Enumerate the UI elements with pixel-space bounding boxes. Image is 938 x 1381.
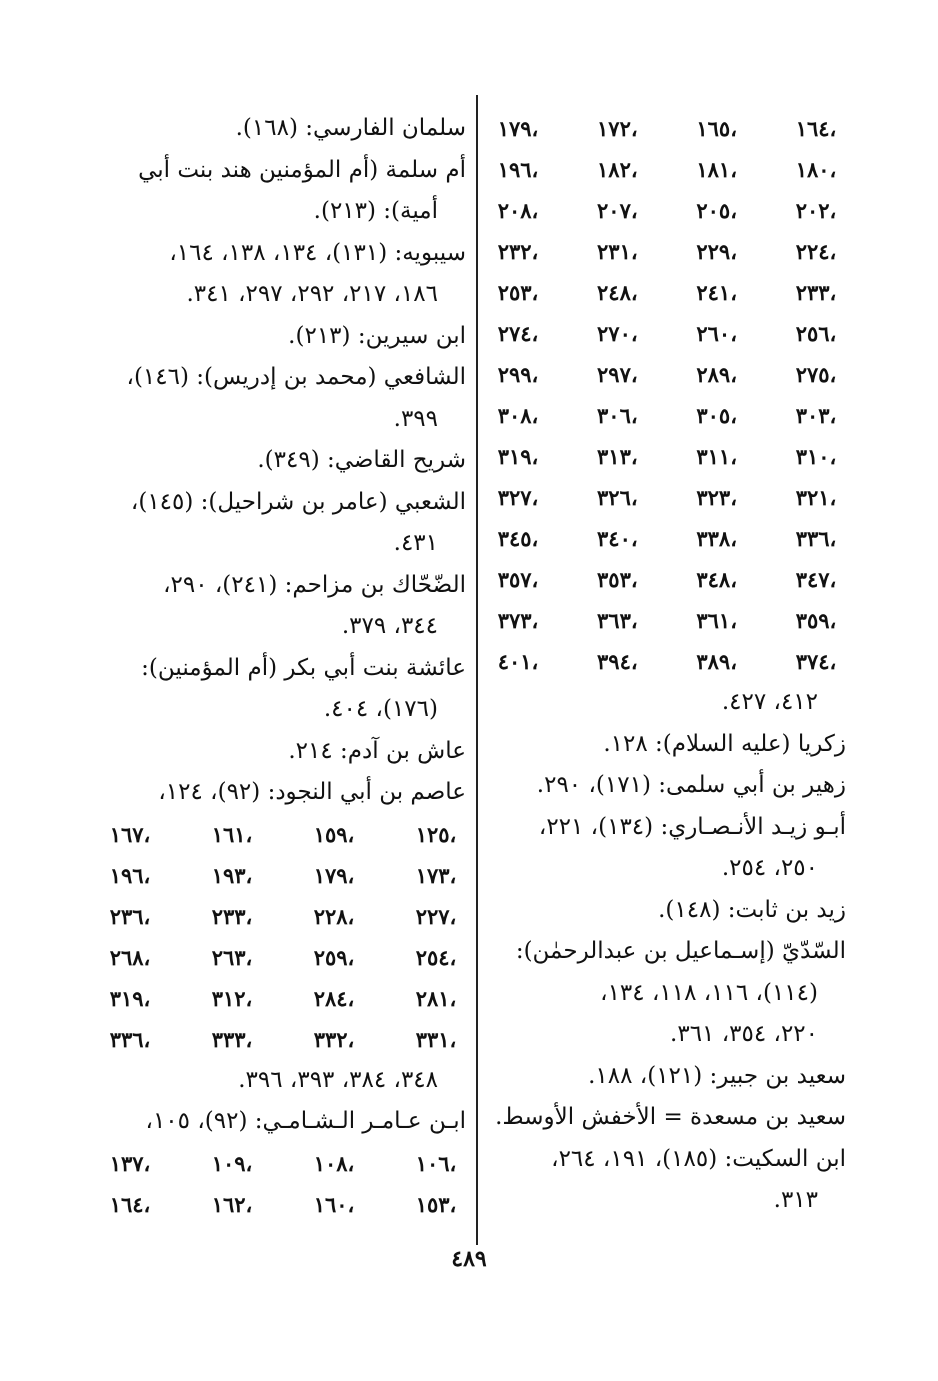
- index-entry: الضّحّاك بن مزاحم: (٢٤١)، ٢٩٠،: [163, 571, 466, 598]
- page-ref: ،٢٢٩: [696, 239, 737, 264]
- page-ref: ،٢٧٤: [497, 321, 539, 346]
- page-ref: ،١٧٩: [313, 862, 355, 888]
- page-ref: ،٣٣٨: [696, 526, 737, 551]
- page-ref-row: [100, 1143, 466, 1184]
- page-ref-row: [488, 477, 846, 518]
- page-ref: ،٢٢٨: [313, 903, 355, 929]
- page-ref-row: [100, 937, 466, 978]
- page-ref: ،٣٧٣: [497, 608, 539, 633]
- page-ref-row: [100, 1184, 466, 1225]
- index-entry-continuation: ٢٢٠، ٣٥٤، ٣٦١.: [670, 1021, 818, 1047]
- right-entries: [488, 682, 846, 1222]
- page-ref: ،٣٣١: [415, 1026, 457, 1052]
- page-ref: ،١٠٨: [313, 1150, 355, 1176]
- index-entry: أبـو زيـد الأنـصـاري: (١٣٤)، ٢٢١،: [538, 813, 846, 840]
- page-ref: ،٢٩٩: [497, 362, 539, 387]
- page-ref: ،٢٤١: [696, 280, 737, 305]
- page-ref: ،١٩٦: [109, 862, 151, 888]
- page-ref: ،٢٥٣: [497, 280, 539, 305]
- page-ref-row: [488, 313, 846, 354]
- index-entry: عائشة بنت أبي بكر (أم المؤمنين):: [141, 654, 466, 681]
- page-ref-row: [488, 641, 846, 682]
- page-ref: ،٢٦٠: [696, 321, 737, 346]
- page-ref: ،٢٥٩: [313, 944, 355, 970]
- page-ref: ،٢٢٤: [795, 239, 837, 264]
- page-ref: ،١٦٠: [313, 1191, 355, 1217]
- page-ref: ،٢٣٢: [497, 239, 539, 264]
- page-ref: ،٤٠١: [497, 649, 539, 674]
- page-ref-row: [488, 190, 846, 231]
- page-ref: ،٣١٠: [795, 444, 837, 469]
- page-ref: ،٣١٣: [597, 444, 638, 469]
- page-ref-row: [488, 354, 846, 395]
- page-ref-row: [488, 600, 846, 641]
- page-ref: ،١٠٦: [415, 1150, 457, 1176]
- index-entry: السّدّيّ (إسـماعيل بن عبدالرحمٰن):: [515, 938, 846, 964]
- page-ref-row: [100, 814, 466, 855]
- page-ref: ،٢٠٨: [497, 198, 539, 223]
- index-entry: ابن سيرين: (٢١٣).: [288, 322, 466, 349]
- page-ref: ،٢٣٣: [211, 903, 253, 929]
- page-ref: ،٢٣٣: [795, 280, 837, 305]
- page-ref-row: [488, 108, 846, 149]
- page-ref: ،٣٤٠: [597, 526, 638, 551]
- page-ref: ،٢٣٦: [109, 903, 151, 929]
- index-entry-continuation: (١٧٦)، ٤٠٤.: [323, 696, 438, 722]
- index-entry: سيبويه: (١٣١)، ١٣٤، ١٣٨، ١٦٤،: [169, 239, 466, 266]
- page-ref: ،٣٢١: [795, 485, 837, 510]
- page-ref: ،٣٣٦: [109, 1026, 151, 1052]
- page-ref: ،٣٢٧: [497, 485, 539, 510]
- page-ref: ،٣٣٢: [313, 1026, 355, 1052]
- page-ref: ،١٢٥: [415, 821, 457, 847]
- page-ref: ،١٧٩: [497, 116, 539, 141]
- column-divider: [476, 95, 478, 1245]
- page-ref: ،١٦٤: [109, 1191, 151, 1217]
- page-ref: ،٢٨٤: [313, 985, 355, 1011]
- index-entry: سعيد بن مسعدة = الأخفش الأوسط.: [495, 1104, 846, 1130]
- page-ref: ،٢٩٧: [597, 362, 638, 387]
- index-entry-continuation: ٤٣١.: [393, 530, 438, 556]
- page-ref: ،٣١١: [696, 444, 737, 469]
- page-ref: ،٣٥٩: [795, 608, 837, 633]
- page-ref: ،٢٦٣: [211, 944, 253, 970]
- page-ref-row: [488, 272, 846, 313]
- page-ref: ،١٦١: [211, 821, 253, 847]
- page-ref: ،١٧٣: [415, 862, 457, 888]
- index-entry: الشافعي (محمد بن إدريس): (١٤٦)،: [126, 364, 466, 390]
- page-ref: ،٢٤٨: [597, 280, 638, 305]
- page-ref-row: [488, 518, 846, 559]
- index-entry: ابن السكيت: (١٨٥)، ١٩١، ٢٦٤،: [551, 1145, 846, 1172]
- page-ref-row: [100, 896, 466, 937]
- index-entry: زيد بن ثابت: (١٤٨).: [658, 896, 846, 923]
- index-entry: عاش بن آدم: ٢١٤.: [288, 737, 466, 764]
- page-ref: ،٢٨٩: [696, 362, 737, 387]
- page-ref: ،٣٣٦: [795, 526, 837, 551]
- index-entry-continuation: ٣١٣.: [773, 1187, 818, 1213]
- page-ref: ،٢٣١: [597, 239, 638, 264]
- page-ref: ،١٦٥: [696, 116, 737, 141]
- index-entry: عاصم بن أبي النجود: (٩٢)، ١٢٤،: [158, 779, 466, 805]
- right-column: [488, 108, 846, 1222]
- page-ref: ،١٦٧: [109, 821, 151, 847]
- page-ref: ،٢٢٧: [415, 903, 457, 929]
- page-ref: ،٢٨١: [415, 985, 457, 1011]
- index-entry: زكريا (عليه السلام): ١٢٨.: [603, 730, 846, 757]
- page-ref: ،٣٣٣: [211, 1026, 253, 1052]
- page-ref-row: [488, 231, 846, 272]
- page-ref: ،٢٠٧: [597, 198, 638, 223]
- page-ref: ،٣١٩: [109, 985, 151, 1011]
- page-ref: ،٣٢٦: [597, 485, 638, 510]
- page-ref: ،١٨١: [696, 157, 737, 182]
- page-ref-row: [488, 395, 846, 436]
- page-ref: ،١٣٧: [109, 1150, 151, 1176]
- page-ref: ،١٩٦: [497, 157, 539, 182]
- page-ref: ،٣١٩: [497, 444, 539, 469]
- page-ref: ،٣٦٣: [597, 608, 638, 633]
- index-entry-continuation: ٤١٢، ٤٢٧.: [721, 689, 818, 715]
- page-ref: ،٣٩٤: [597, 649, 638, 674]
- left-entries-top: [100, 108, 466, 814]
- index-entry-continuation: ٢٥٠، ٢٥٤.: [721, 855, 818, 881]
- index-entry: الشعبي (عامر بن شراحيل): (١٤٥)،: [130, 488, 466, 515]
- page-ref: ،٢٠٥: [696, 198, 737, 223]
- left-number-grid-b: [100, 1143, 466, 1225]
- index-entry-continuation: ٣٤٤، ٣٧٩.: [341, 613, 438, 639]
- left-column: [100, 108, 466, 1225]
- page-ref: ،٢٥٦: [795, 321, 837, 346]
- page-ref: ،٢٧٠: [597, 321, 638, 346]
- page-ref: ،١٩٣: [211, 862, 253, 888]
- index-entry-continuation: ٣٤٨، ٣٨٤، ٣٩٣، ٣٩٦.: [238, 1066, 438, 1093]
- index-entry: ابـن عـامـر الـشـامـي: (٩٢)، ١٠٥،: [145, 1108, 466, 1134]
- index-entry: أم سلمة (أم المؤمنين هند بنت أبي: [138, 156, 466, 183]
- index-entry: سعيد بن جبير: (١٢١)، ١٨٨.: [588, 1062, 846, 1089]
- right-number-grid: [488, 108, 846, 682]
- page-ref: ،١٦٤: [795, 116, 837, 141]
- page-ref-row: [488, 436, 846, 477]
- page-ref: ،٣٤٧: [795, 567, 837, 592]
- page-ref: ،١٨٠: [795, 157, 837, 182]
- page-ref: ،١٨٢: [597, 157, 638, 182]
- left-entries-mid: [100, 1060, 466, 1143]
- page-ref: ،٣١٢: [211, 985, 253, 1011]
- page-ref: ،٢٠٢: [795, 198, 837, 223]
- page-ref-row: [100, 978, 466, 1019]
- page-ref: ،٣٤٨: [696, 567, 737, 592]
- index-entry: زهير بن أبي سلمى: (١٧١)، ٢٩٠.: [536, 772, 846, 798]
- page-ref: ،١٠٩: [211, 1150, 253, 1176]
- page-ref: ،١٥٣: [415, 1191, 457, 1217]
- page-ref: ،٣٠٣: [795, 403, 837, 428]
- page-ref-row: [488, 559, 846, 600]
- page-number: ٤٨٩: [451, 1246, 487, 1272]
- page-ref: ،٢٥٤: [415, 944, 457, 970]
- index-entry-continuation: أمية): (٢١٣).: [313, 198, 438, 224]
- page-ref: ،١٦٢: [211, 1191, 253, 1217]
- page-ref: ،٣٠٦: [597, 403, 638, 428]
- page-ref: ،١٥٩: [313, 821, 355, 847]
- page-ref: ،٣٦١: [696, 608, 737, 633]
- page-ref: ،٢٦٨: [109, 944, 151, 970]
- page-ref-row: [488, 149, 846, 190]
- page-ref: ،٣٤٥: [497, 526, 539, 551]
- index-entry-continuation: ٣٩٩.: [393, 405, 438, 432]
- page-ref: ،٣٧٤: [795, 649, 837, 674]
- page-ref: ،٣٥٧: [497, 567, 539, 592]
- page-ref: ،٣٥٣: [597, 567, 638, 592]
- page-ref: ،٣٢٣: [696, 485, 737, 510]
- index-entry-continuation: ١٨٦، ٢١٧، ٢٩٢، ٢٩٧، ٣٤١.: [186, 281, 438, 307]
- page-ref: ،٣٨٩: [696, 649, 737, 674]
- index-entry-continuation: (١١٤)، ١١٦، ١١٨، ١٣٤،: [600, 979, 818, 1006]
- page-ref-row: [100, 1019, 466, 1060]
- page-ref: ،٣٠٨: [497, 403, 539, 428]
- page-ref-row: [100, 855, 466, 896]
- left-number-grid-a: [100, 814, 466, 1060]
- page-ref: ،٢٧٥: [795, 362, 837, 387]
- page-ref: ،٣٠٥: [696, 403, 737, 428]
- index-entry: شريح القاضي: (٣٤٩).: [257, 447, 466, 473]
- index-entry: سلمان الفارسي: (١٦٨).: [235, 115, 466, 141]
- page-ref: ،١٧٢: [597, 116, 638, 141]
